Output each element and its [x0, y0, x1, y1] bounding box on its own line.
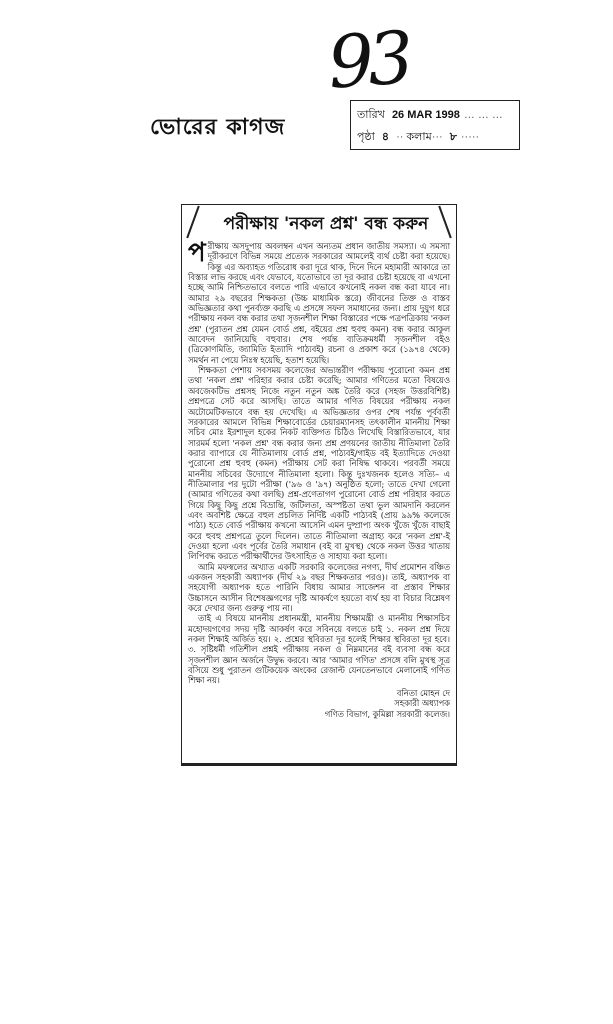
- paragraph-text: রীক্ষায় অসদুপায় অবলম্বন এখন অন্যতম প্রধান জাতীয় সমস্যা। এ সমস্যা দূরীকরণে বিভিন্ন সময়ে প্রত্যেক সরকারের আমলেই ব্যর্থ চেষ্টা করা হয়েছে। কিন্তু এর অব্যাহত গতিরোধ করা দূরে থাক, দিনে দিনে মহামারী আকারে তা বিস্তার লাভ করছে এবং যেভাবে, যতোভাবে তা দূর করার চেষ্টা হয়েছে বা এখনো হচ্ছে আমি নিশ্চিতভাবে বলতে পারি এভাবে কখনোই নকল বন্ধ করা যাবে না। আমার ২৯ বছরের শিক্ষকতা (উচ্চ মাধ্যমিক স্তরে) জীবনের তিক্ত ও বাস্তব অভিজ্ঞতার কথা পুনর্ব্যক্ত করছি এ প্রসঙ্গে সফল সমাধানের জন্য। প্রায় দুযুগ ধরে পরীক্ষায় নকল বন্ধ করার তথা সৃজনশীল শিক্ষা বিস্তারের পক্ষে পত্রপত্রিকায় 'নকল প্রশ্ন' (পুরাতন প্রশ্ন যেমন বোর্ড প্রশ্ন, বইয়ের প্রশ্ন হুবহু কমন) বন্ধ করার আকুল আবেদন জানিয়েছি বহুবার। শেষ পর্যন্ত ব্যতিক্রমধর্মী সৃজনশীল বইও (ত্রিকোণমিতি, জ্যামিতি ইত্যাদি পাঠ্যবই) রচনা ও প্রকাশ করে (১৯৭৪ থেকে) সমর্থন না পেয়ে নিঃস্ব হয়েছি, হতাশ হয়েছি।: [188, 241, 450, 365]
- drop-cap: প: [188, 238, 206, 268]
- article-paragraph: আমি মফস্বলের অখ্যাত একটি সরকারি কলেজের নগণ্য, দীর্ঘ প্রমোশন বঞ্চিত একজন সহকারী অধ্যাপক (দীর্ঘ ২৯ বছর শিক্ষকতার পরও)। তাই, অধ্যাপক বা সহযোগী অধ্যাপক হতে পারিনি বিধায় আমার সাজেশন বা প্রস্তাব শিক্ষার উচ্চাসনে আসীন বিশেষজ্ঞগণের দৃষ্টি আকর্ষণে হয়তো ব্যর্থ হয় বা বিচার বিশ্লেষণ করে দেখার জন্য গুরুত্ব পায় না।: [188, 561, 450, 614]
- article-clipping: [181, 204, 457, 766]
- article-headline: পরীক্ষায় 'নকল প্রশ্ন' বন্ধ করুন: [223, 214, 429, 234]
- handwritten-page-number: 93: [325, 15, 411, 105]
- article-paragraph: তাই এ বিষয়ে মাননীয় প্রধানমন্ত্রী, মাননীয় শিক্ষামন্ত্রী ও মাননীয় শিক্ষাসচিব মহোদয়গণের সদয় দৃষ্টি আকর্ষণ করে সবিনয়ে বলতে চাই ১. নকল প্রশ্ন দিয়ে নকল শিক্ষাই অর্জিত হয়। ২. প্রশ্নের স্থবিরতা দূর হলেই শিক্ষার স্থবিরতা দূর হবে। ৩. সৃষ্টিধর্মী গতিশীল প্রশ্নই পরীক্ষায় নকল ও নিম্নমানের বই ব্যবসা বন্ধ করে সৃজনশীল জ্ঞান অর্জনে উদ্বুদ্ধ করবে। আর 'আমার গণিত' প্রসঙ্গে বলি মুখস্থ সূত্র বসিয়ে শুধু পুরাতন গুটিকয়েক অংকের রেজাল্ট যেনতেনভাবে মেলানোই গণিত শিক্ষা নয়।: [188, 613, 450, 686]
- stamp-page-value: ৪: [381, 131, 390, 143]
- stamp-date-value: 26 MAR 1998: [391, 109, 460, 121]
- stamp-column-label: কলাম: [406, 131, 432, 143]
- author-title: সহকারী অধ্যাপক: [394, 698, 450, 709]
- stamp-date-label: তারিখ: [357, 109, 385, 121]
- stamp-page-label: পৃষ্ঠা: [357, 131, 375, 143]
- author-signature: [188, 688, 450, 720]
- article-body: [188, 238, 450, 686]
- headline-slash-left: [186, 206, 200, 239]
- article-paragraph: শিক্ষকতা পেশায় সবসময় কলেজের অভ্যন্তরীণ পরীক্ষায় পুরোনো কমন প্রশ্ন তথা 'নকল প্রশ্ন' পরিহার করার চেষ্টা করেছি; আমার গণিতের মতো বিষয়েও অবজেকটিভ প্রশ্নসহ নিজে নতুন নতুন অঙ্ক তৈরি করে (সহজ উত্তরবিশিষ্ট) প্রশ্নপত্রে সেট করে আসছি। তাতে আমার গণিত বিষয়ের পরীক্ষায় নকল অটোমেটিকভাবে বন্ধ হয় দেখেছি। এ অভিজ্ঞতার ওপর শেষ পর্যন্ত পূর্ববর্তী সরকারের আমলে বিভিন্ন শিক্ষাবোর্ডের চেয়ারম্যানসহ তৎকালীন মাননীয় শিক্ষা সচিব মোঃ ইরশাদুল হকের নিকট ব্যক্তিগত চিঠিও লিখেছি বিস্তারিতভাবে, যার সারমর্ম হলো 'নকল প্রশ্ন' বন্ধ করার জন্য প্রশ্ন প্রণয়নের জাতীয় নীতিমালা তৈরি করার ব্যাপারে যে নীতিমালায় বোর্ড প্রশ্ন, পাঠ্যবই/গাইড বই ইত্যাদিতে দেওয়া পুরোনো প্রশ্ন হুবহু (কমন) পরীক্ষায় সেট করা নিষিদ্ধ থাকবে। পরবর্তী সময়ে মাননীয় সচিবের উদ্যোগে নীতিমালা হলো। কিন্তু দুঃখজনক হলেও সত্যি– এ নীতিমালার পর দুটো পরীক্ষা ('৯৬ ও '৯৭) অনুষ্ঠিত হলো; তাতে দেখা গেলো (আমার গণিতের কথা বলছি) প্রশ্ন-প্রণেতাগণ পুরোনো বোর্ড প্রশ্ন পরিহার করতে গিয়ে কিছু কিছু প্রশ্নে বিভ্রান্তি, জটিলতা, অস্পষ্টতা তথা ভুল আমদানি করলেন এবং অবশিষ্ট ক্ষেত্রে বহুল প্রচলিত নির্দিষ্ট একটি পাঠ্যবই (প্রায় ৯৯% কলেজে পাঠ্য) হতে বোর্ড পরীক্ষায় কখনো আসেনি এমন দুষ্প্রাপ্য অংক খুঁজে খুঁজে বাছাই করে হুবহু প্রশ্নপত্রে তুলে দিলেন। তাতে নীতিমালা অগ্রাহ্য করে 'নকল প্রশ্ন'-ই দেওয়া হলো এবং পূর্বের তৈরি সমাধান (বই বা মুখস্থ) থেকে নকল উত্তর খাতায় লিপিবদ্ধ করতে পরীক্ষার্থীদের উৎসাহিত ও সাহায্য করা হলো।: [188, 365, 450, 562]
- stamp-page-row: পৃষ্ঠা ৪ ·· কলাম··· ৮ ·····: [357, 131, 480, 143]
- author-name: বনিতা মোহন দে: [396, 687, 450, 698]
- newspaper-name: ভোরের কাগজ: [150, 114, 286, 140]
- stamp-date-row: তারিখ 26 MAR 1998 … … …: [357, 109, 503, 121]
- date-stamp: [350, 100, 520, 150]
- article-paragraph: [188, 238, 450, 365]
- author-department: গণিত বিভাগ, কুমিল্লা সরকারী কলেজ।: [324, 708, 450, 719]
- stamp-column-value: ৮: [449, 131, 457, 143]
